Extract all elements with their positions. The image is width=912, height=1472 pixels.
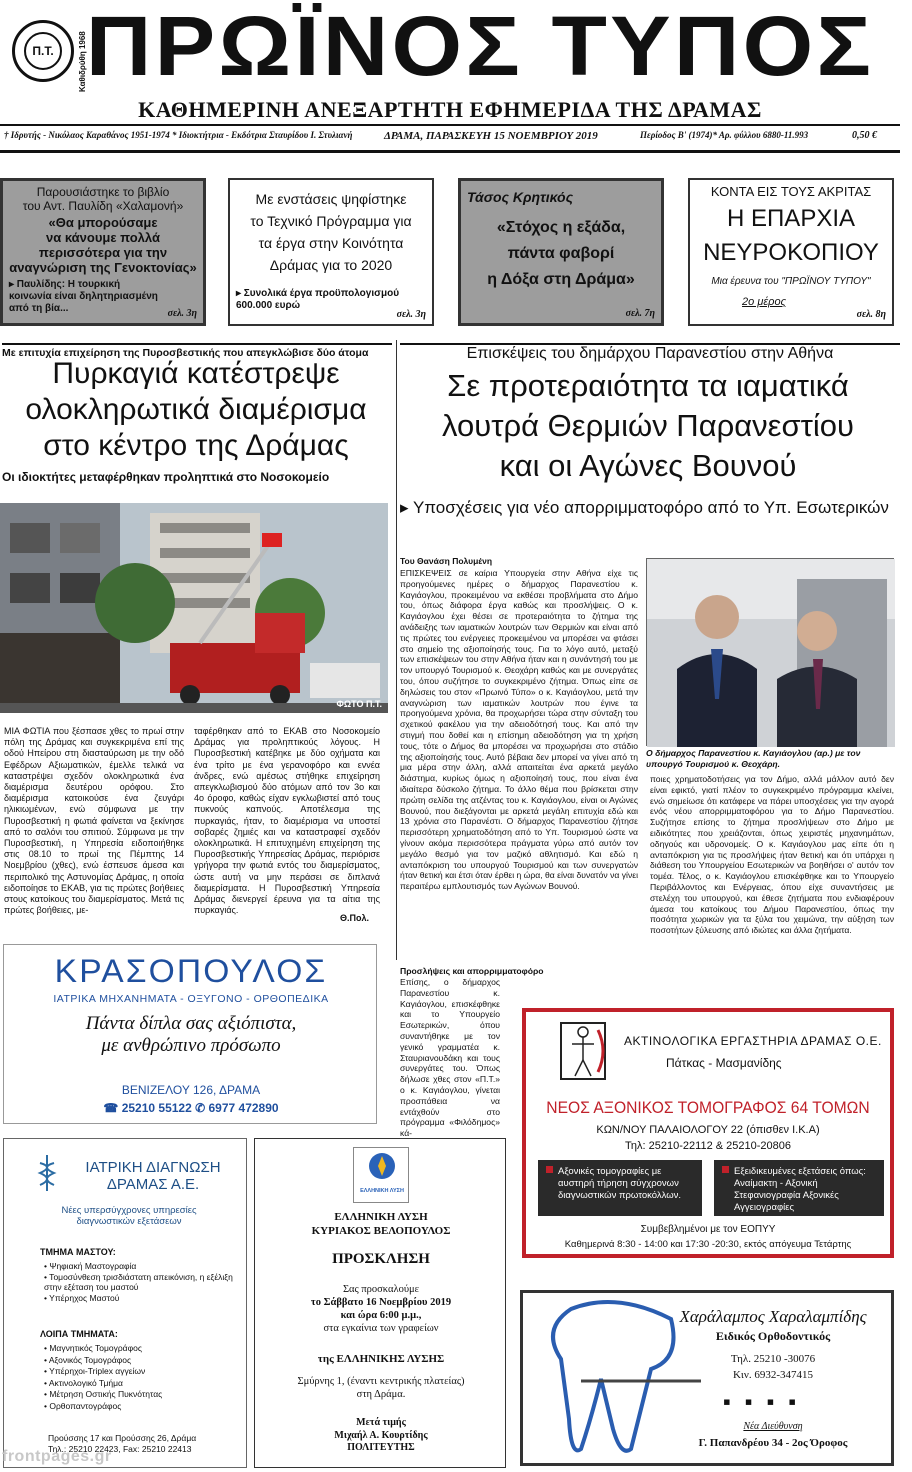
teaser-quote: να κάνουμε πολλά [46, 230, 160, 245]
list-item: • Ακτινολογικό Τμήμα [44, 1377, 123, 1388]
elliniki-lysi-logo-icon [353, 1147, 409, 1203]
teaser-kritikos[interactable] [458, 178, 664, 326]
story-signature: Θ.Πολ. [340, 913, 370, 923]
photo-caption: Ο δήμαρχος Παρανεστίου κ. Καγιάογλου (αρ.) με τον υπουργό Τουρισμού κ. Θεοχάρη. [646, 748, 861, 769]
ad-line: στα εγκαίνια των γραφείων [323, 1323, 439, 1334]
aktinologika-ad[interactable] [522, 1008, 894, 1258]
ad-invite-body [255, 1283, 507, 1335]
watermark: frontpages.gr [2, 1448, 112, 1465]
ad-slogan [4, 1013, 378, 1057]
story-subhead: Προσλήψεις και απορριμματοφόρο [400, 966, 544, 976]
page-reference: σελ. 8η [856, 309, 886, 320]
ad-line: της ΕΛΛΗΝΙΚΗΣ ΛΥΣΗΣ [317, 1353, 445, 1365]
ad-tagline: Νέες υπερσύγχρονες υπηρεσίες διαγνωστικών εξετάσεων [61, 1205, 197, 1227]
teaser-text: Δράμας για το 2020 [269, 257, 393, 273]
issue-date: ΔΡΑΜΑ, ΠΑΡΑΣΚΕΥΗ 15 ΝΟΕΜΒΡΙΟΥ 2019 [384, 130, 598, 142]
elliniki-lysi-ad[interactable] [254, 1138, 506, 1468]
ad-address [255, 1375, 507, 1401]
ad-leader: ΚΥΡΙΑΚΟΣ ΒΕΛΟΠΟΥΛΟΣ [311, 1225, 451, 1237]
fire-story-col1: ΜΙΑ ΦΩΤΙΑ που ξέσπασε χθες το πρωί στην πόλη της Δράμας και συγκεκριμένα επί της οδού Ηπείρου στη διασταύρωση με την οδό Εφέδρων Αξιωματικών, έμελλε τελικά να καταστρέψει σχεδόν ολοκληρωτικά ένα διαμέρισμα δευτέρου ορόφου. Στο διαμέρισμα κατοικούσε ένα ζευγάρι ηλικιωμένων, ενώ σύμφωνα με την Πυροσβεστική η φωτιά φαίνεται να ξεκίνησε από το σαλόνι του σπιτιού. Σύμφωνα με την Πυροσβεστική, η Υπηρεσία ειδοποιήθηκε στις 08.10 το πρωί της Πέμπτης 14 Νοεμβρίου (χθες), ενώ έσπευσε άμεσα και περιπολικό της Αστυνομίας Δράμας, η οποία ειδοποίησε το ΕΚΑΒ, για τις πρώτες βοήθειες στους κατοίκους του διαμερίσματος. Μετά τις πρώτες βοήθειες, με- [4, 726, 184, 916]
ad-address: Προύσσης 17 και Προύσσης 26, Δράμα [48, 1433, 197, 1443]
ad-new-address-label: Νέα Διεύθυνση [743, 1421, 803, 1432]
ad-section-title: ΛΟΙΠΑ ΤΜΗΜΑΤΑ: [40, 1329, 118, 1339]
teaser-quote: αναγνώριση της Γενοκτονίας» [9, 260, 197, 275]
divider [0, 124, 900, 126]
teaser-quote: «Θα μπορούσαμε [48, 215, 158, 230]
list-item: • Ορθοπαντογράφος [44, 1400, 122, 1411]
bracket-icon: ▪▪▪▪ [723, 1389, 811, 1414]
column-divider [396, 340, 397, 960]
ad-title [68, 1159, 238, 1193]
story-kicker: Με επιτυχία επιχείρηση της Πυροσβεστικής που απεγκλώβισε δύο άτομα [2, 343, 392, 359]
ad-phone: Τηλ: 25210-22112 & 25210-20806 [625, 1140, 791, 1152]
ad-title-line: ΔΡΑΜΑΣ Α.Ε. [106, 1176, 200, 1193]
headline-line: Σε προτεραιότητα τα ιαματικά [447, 368, 849, 403]
founded-label: Καθιδρύθη 1968 [78, 31, 87, 92]
teaser-title: ΝΕΥΡΟΚΟΠΙΟΥ [703, 239, 879, 266]
ad-line: και ώρα 6:00 μ.μ., [340, 1310, 422, 1321]
divider [0, 150, 900, 153]
ad-mobile: Κιν. 6932-347415 [732, 1369, 814, 1381]
ad-eopyy: Συμβεβλημένοι με τον ΕΟΠΥΥ [640, 1224, 776, 1235]
list-item: • Μέτρηση Οστικής Πυκνότητας [44, 1389, 163, 1399]
page-reference: σελ. 3η [167, 308, 197, 319]
story-headline [400, 366, 896, 486]
story-byline: Του Θανάση Πολυμένη [400, 556, 493, 566]
orthodontist-ad[interactable] [520, 1290, 894, 1466]
skeleton-logo-icon [560, 1022, 606, 1080]
story-headline [0, 356, 392, 464]
ad-invite-title: ΠΡΟΣΚΛΗΣΗ [332, 1251, 430, 1267]
ad-specialty: Ειδικός Ορθοδοντικός [715, 1329, 831, 1343]
ad-headline: ΝΕΟΣ ΑΞΟΝΙΚΟΣ ΤΟΜΟΓΡΑΦΟΣ 64 ΤΟΜΩΝ [546, 1098, 870, 1117]
mayor-photo [646, 558, 894, 746]
ad-section-list [44, 1343, 234, 1412]
ad-names: Πάτκας - Μασμανίδης [666, 1056, 782, 1070]
teaser-quote: περισσότερα για την [38, 245, 168, 260]
ad-slogan-line: με ανθρώπινο πρόσωπο [101, 1035, 281, 1056]
teaser-text: του Αντ. Παυλίδη «Χαλαμονή» [22, 199, 184, 213]
ad-title: ΑΚΤΙΝΟΛΟΓΙΚΑ ΕΡΓΑΣΤΗΡΙΑ ΔΡΑΜΑΣ Ο.Ε. [624, 1034, 882, 1048]
ad-phone: Τηλ. 25210 -30076 [730, 1353, 816, 1365]
list-item: • Υπέρηχος Μαστού [44, 1292, 120, 1303]
teaser-text: Με ενστάσεις ψηφίστηκε [255, 191, 407, 207]
headline-line: ολοκληρωτικά διαμέρισμα [25, 393, 367, 426]
teaser-author: Τάσος Κρητικός [467, 189, 574, 205]
fire-story-col2: ταφέρθηκαν από το ΕΚΑΒ στο Νοσοκομείο Δράμας για προληπτικούς λόγους. Η Πυροσβεστική κατέβηκε με δύο οχήματα και ένα τρίτο με ένα γερανοφόρο και εννέα άνδρες, ενώ αμέσως στήθηκε επιχείρηση απεγκλωβισμού δύο ατόμων από τον 3ο και 4ο όροφο, καθώς είχαν εγκλωβιστεί από τους πυκνούς καπνούς. Αποτέλεσμα της πυρκαγιάς, ήταν, το διαμέρισμα να υποστεί σοβαρές ζημιές και να καταστραφεί σχεδόν ολοκληρωτικά. Η επιτυχημένη επιχείρηση της Πυροσβεστικής Υπηρεσίας Δράμας, περιόρισε γρήγορα την φωτιά εντός του διαμερίσματος, ώστε αυτή να μην περάσει σε διπλανά διαμερίσματα. Η Πυροσβεστική Υπηρεσία Δράμας διενεργεί έρευνα για τα αίτια της πυρκαγιάς. [194, 726, 380, 916]
teaser-text: τα έργα στην Κοινότητα [258, 235, 404, 251]
teaser-title: Η ΕΠΑΡΧΙΑ [726, 205, 856, 232]
teaser-part: 2ο μέρος [742, 296, 786, 308]
teaser-text: το Τεχνικό Πρόγραμμα για [250, 213, 412, 229]
teaser-nevrokopi[interactable] [688, 178, 894, 326]
ad-feature-left: Αξονικές τομογραφίες με αυστηρή τήρηση σύγχρονων διαγνωστικών πρωτοκόλλων. [538, 1160, 702, 1216]
paranesti-story-col2: ποιες χρηματοδοτήσεις για τον Δήμο, αλλά μάλλον αυτό δεν είναι εφικτό, γιατί πλέον το συγκεκριμένο πρόγραμμα κλείνει, ενώ σημείωσε ότι κατάφερε να πάρει υποσχέσεις για την αγορά ενός νέου απορριμματοφόρου για το Δήμο Παρανεστίου. Συζήτησε επίσης το ζήτημα προσλήψεων στο Δήμο με ειδικότητες που χρειάζονται, όπως χειριστές μηχανημάτων, οδηγούς και υδρονομείς. Ο κ. Καγιάογλου μας είπε ότι η ανταπόκριση για τις προσλήψεις ήταν θετική και ότι υπάρχει η διάθεση του Υπουργείου Εσωτερικών να βοηθήσει ο' αυτόν τον τομέα. Τέλος, ο κ. Καγιάογλου επισκέφθηκε και το Υπουργείο Περιβάλλοντος και Ενέργειας, όπου είχε συναντήσεις με στελέχη του υπουργού, και έθεσε ζητήματα που ενδιαφέρουν άμεσα του κατοίκους του Δήμου Παρανεστίου, όπως την ποσότητα χωρικών για τα ξύλα του χειμώνα, την αύξηση των ποσοτήτων ξύλευσης από ιδιώτες και άλλα ζητήματα. [650, 774, 894, 936]
teaser-subtext: ▸ Παυλίδης: Η τουρκική κοινωνία είναι δηλητηριασμένη από τη βία... [9, 279, 158, 314]
iatriki-diagnosi-ad[interactable] [3, 1138, 247, 1468]
list-item: • Αξονικός Τομογράφος [44, 1354, 132, 1365]
ad-section-list [44, 1261, 234, 1303]
list-item: • Ψηφιακή Μαστογραφία [44, 1261, 137, 1271]
ad-slogan-line: Πάντα δίπλα σας αξιόπιστα, [85, 1013, 297, 1034]
ad-signature [255, 1417, 507, 1455]
ad-feature-right: Εξειδικευμένες εξετάσεις όπως: Αναίμακτη - Αξονική Στεφανιογραφία Αξονικές Αγγειογραφίες [714, 1160, 884, 1216]
ad-phone: Τηλ.: 25210 22423, Fax: 25210 22413 [48, 1444, 192, 1454]
ad-address: ΚΩΝ/ΝΟΥ ΠΑΛΑΙΟΛΟΓΟΥ 22 (όπισθεν Ι.Κ.Α) [596, 1124, 820, 1136]
teaser-text: Μια έρευνα του "ΠΡΩΪΝΟΥ ΤΥΠΟΥ" [711, 276, 871, 287]
ad-doctor-name: Χαράλαμπος Χαραλαμπίδης [679, 1307, 867, 1326]
teaser-subtext: ▸ Συνολικά έργα προϋπολογισμού 600.000 ευρώ [236, 288, 400, 311]
ad-line: το Σάββατο 16 Νοεμβρίου 2019 [310, 1297, 452, 1308]
list-item: • Μαγνητικός Τομογράφος [44, 1343, 142, 1353]
page-reference: σελ. 7η [625, 308, 655, 319]
ad-phones: ☎ 25210 55122 ✆ 6977 472890 [103, 1101, 279, 1115]
list-item: • Τομοσύνθεση τρισδιάστατη απεικόνιση, η εξέλιξη στην εξέταση του μαστού [44, 1271, 233, 1292]
teaser-technical-program[interactable] [228, 178, 434, 326]
headline-line: Πυρκαγιά κατέστρεψε [52, 357, 340, 390]
newspaper-subtitle: ΚΑΘΗΜΕΡΙΝΗ ΑΝΕΞΑΡΤΗΤΗ ΕΦΗΜΕΡΙΔΑ ΤΗΣ ΔΡΑΜΑΣ [138, 97, 762, 122]
ad-tagline: ΙΑΤΡΙΚΑ ΜΗΧΑΝΗΜΑΤΑ - ΟΞΥΓΟΝΟ - ΟΡΘΟΠΕΔΙΚΑ [53, 993, 329, 1005]
ad-line: Σμύρνης 1, (έναντι κεντρικής πλατείας) [297, 1376, 465, 1387]
braces-graphic [723, 1389, 883, 1415]
story-deck: ▸ Υποσχέσεις για νέο απορριμματοφόρο από το Υπ. Εσωτερικών [400, 498, 889, 517]
teaser-quote: πάντα φαβορί [507, 245, 615, 262]
newspaper-seal-logo: Π.Τ. [12, 20, 74, 82]
ad-line: Μιχαήλ Α. Κουρτίδης [334, 1429, 428, 1441]
ad-hours: Καθημερινά 8:30 - 14:00 και 17:30 -20:30, εκτός απόγευμα Τετάρτης [564, 1239, 852, 1250]
founders-line: † Ιδρυτής - Νικόλαος Καραθάνος 1951-1974 * Ιδιοκτήτρια - Εκδότρια Σταυρίδου Ι. Στυλιανή [4, 130, 353, 140]
headline-line: στο κέντρο της Δράμας [43, 429, 349, 462]
newspaper-title: ΠΡΩΪΝΟΣ ΤΥΠΟΣ [85, 0, 875, 93]
ad-line: Μετά τιμής [356, 1417, 406, 1428]
ad-party: ΕΛΛΗΝΙΚΗ ΛΥΣΗ [334, 1211, 428, 1223]
ad-address: Γ. Παπανδρέου 34 - 2ος Όροφος [698, 1437, 848, 1449]
bullet-icon [546, 1166, 553, 1173]
issue-price: 0,50 € [852, 130, 877, 141]
paranesti-story-col1: ΕΠΙΣΚΕΨΕΙΣ σε καίρια Υπουργεία στην Αθήνα είχε τις προηγούμενες ημέρες ο δήμαρχος Παρανεστίου κ. Καγιάογλου, προκειμένου να εκθέσει προβλήματα στο Δήμο του, όπως διάφορα έργα καθώς και προσλήψεις. Ο κ. Καγιάογλου έχει θέσει σε προτεραιότητα το ζήτημα της ανάδειξης των ιαματικών λουτρών των Θερμιών και είναι από τις πρώτες του ενέργειες προκειμένου να μπορέσει να φτάσει στο σημείο της αξιοποίησής τους. Για το λόγο αυτό, μεταξύ των επισκέψεων του στην Αθήνα ήταν και η συνάντησή του με τον υπουργό Τουρισμού κ. Θεοχάρη καθώς και με συνεργάτες του, όπου συζήτησε το συγκεκριμένο ζήτημα. Όπως είπε σε δηλώσεις του στον «Πρωινό Τύπο» ο κ. Καγιάογλου, μετά την αναγνώριση των ιαματικών λουτρών που έγινε τα προηγούμενα χρόνια, θα προχωρήσει τώρα στην σύνταξη του σχετικού φακέλου για την αδειοδότησή τους. Και από την στιγμή που δοθεί και η επίσημη αδειοδότηση για τη χρήση τους, τότε ο Δήμος θα μπορέσει να προχωρήσει στο στάδιο της αξιοποίησής τους. Αυτό βέβαια δεν μπορεί να γίνει από τη μια μέρα στην άλλη, αλλά απαιτείται ένα αρκετά μεγάλο διάστημα, κυρίως όμως η αξιοποίησή τους, που είναι ένα ιδιαίτερα δύσκολο ζήτημα. Το άλλο θέμα που βρίσκεται στην πρώτη σελίδα της ατζέντας του κ. Καγιάογλου, είναι οι Αγώνες Βουνού, που διεξάγονται με αρκετά μεγάλη επιτυχία εδώ και 13 χρόνια στο Παρανέστι. Ο δήμαρχος Παρανεστίου ζήτησε περισσότερη χρηματοδότηση από το Υπ. Τουρισμού ώστε να γίνουν ακόμα περισσότερα πράγματα γύρω από αυτόν τον μεγάλο θεσμό για τον μαζικό αθλητισμό. Και εδώ η ανταπόκριση του υπουργού Τουρισμού και των συνεργατών ήταν θετική και έτσι όταν έρθει η ώρα, θα είναι δυνατόν να γίνει περαιτέρω εμπλουτισμός των Αγώνων Βουνού. [400, 568, 638, 892]
ad-title-line: ΙΑΤΡΙΚΗ ΔΙΑΓΝΩΣΗ [85, 1159, 221, 1176]
teaser-quote: «Στόχος η εξάδα, [496, 219, 626, 236]
paranesti-story-col1b: Επίσης, ο δήμαρχος Παρανεστίου κ. Καγιάογλου, επισκέφθηκε και το Υπουργείο Εσωτερικών, όπου συναντήθηκε με τον γενικό γραμματέα κ. Σταυριανουδάκη και τους συνεργάτες του. Όπως δήλωσε χθες στον «Π.Τ.» ο κ. Καγιάογλου, γίνεται προσπάθεια να εντάχθούν στο πρόγραμμα «Φιλόδημος» κά- [400, 977, 500, 1139]
teaser-text: Παρουσιάστηκε το βιβλίο [36, 185, 170, 199]
story-deck: Οι ιδιοκτήτες μεταφέρθηκαν προληπτικά στο Νοσοκομείο [2, 470, 330, 484]
page-reference: σελ. 3η [396, 309, 426, 320]
list-item: • Υπέρηχοι-Triplex αγγείων [44, 1366, 146, 1376]
ad-brand: ΚΡΑΣΟΠΟΥΛΟΣ [54, 953, 328, 989]
ad-line: ΠΟΛΙΤΕΥΤΗΣ [347, 1442, 415, 1453]
issue-info-bar [0, 128, 900, 146]
teaser-quote: η Δόξα στη Δράμα» [487, 271, 635, 288]
bullet-icon [722, 1166, 729, 1173]
teaser-book[interactable] [0, 178, 206, 326]
ad-line: Σας προσκαλούμε [342, 1284, 420, 1295]
headline-line: και οι Αγώνες Βουνού [499, 448, 797, 483]
issue-number: Περίοδος Β' (1974)* Αρ. φύλλου 6880-11.993 [640, 130, 809, 140]
krasopoulos-ad[interactable] [3, 944, 377, 1124]
fire-photo [0, 503, 388, 713]
teaser-kicker: ΚΟΝΤΑ ΕΙΣ ΤΟΥΣ ΑΚΡΙΤΑΣ [710, 184, 872, 199]
photo-credit: ΦΩΤΟ Π.Τ. [336, 699, 382, 709]
ad-line: στη Δράμα. [356, 1389, 406, 1400]
headline-line: λουτρά Θερμιών Παρανεστίου [442, 408, 854, 443]
ad-address: ΒΕΝΙΖΕΛΟΥ 126, ΔΡΑΜΑ [121, 1083, 261, 1097]
logo-text: ΕΛΛΗΝΙΚΗ ΛΥΣΗ [360, 1188, 404, 1194]
ad-section-title: ΤΜΗΜΑ ΜΑΣΤΟΥ: [40, 1247, 116, 1257]
caduceus-logo-icon [32, 1153, 62, 1193]
story-kicker: Επισκέψεις του δημάρχου Παρανεστίου στην Αθήνα [400, 343, 900, 363]
